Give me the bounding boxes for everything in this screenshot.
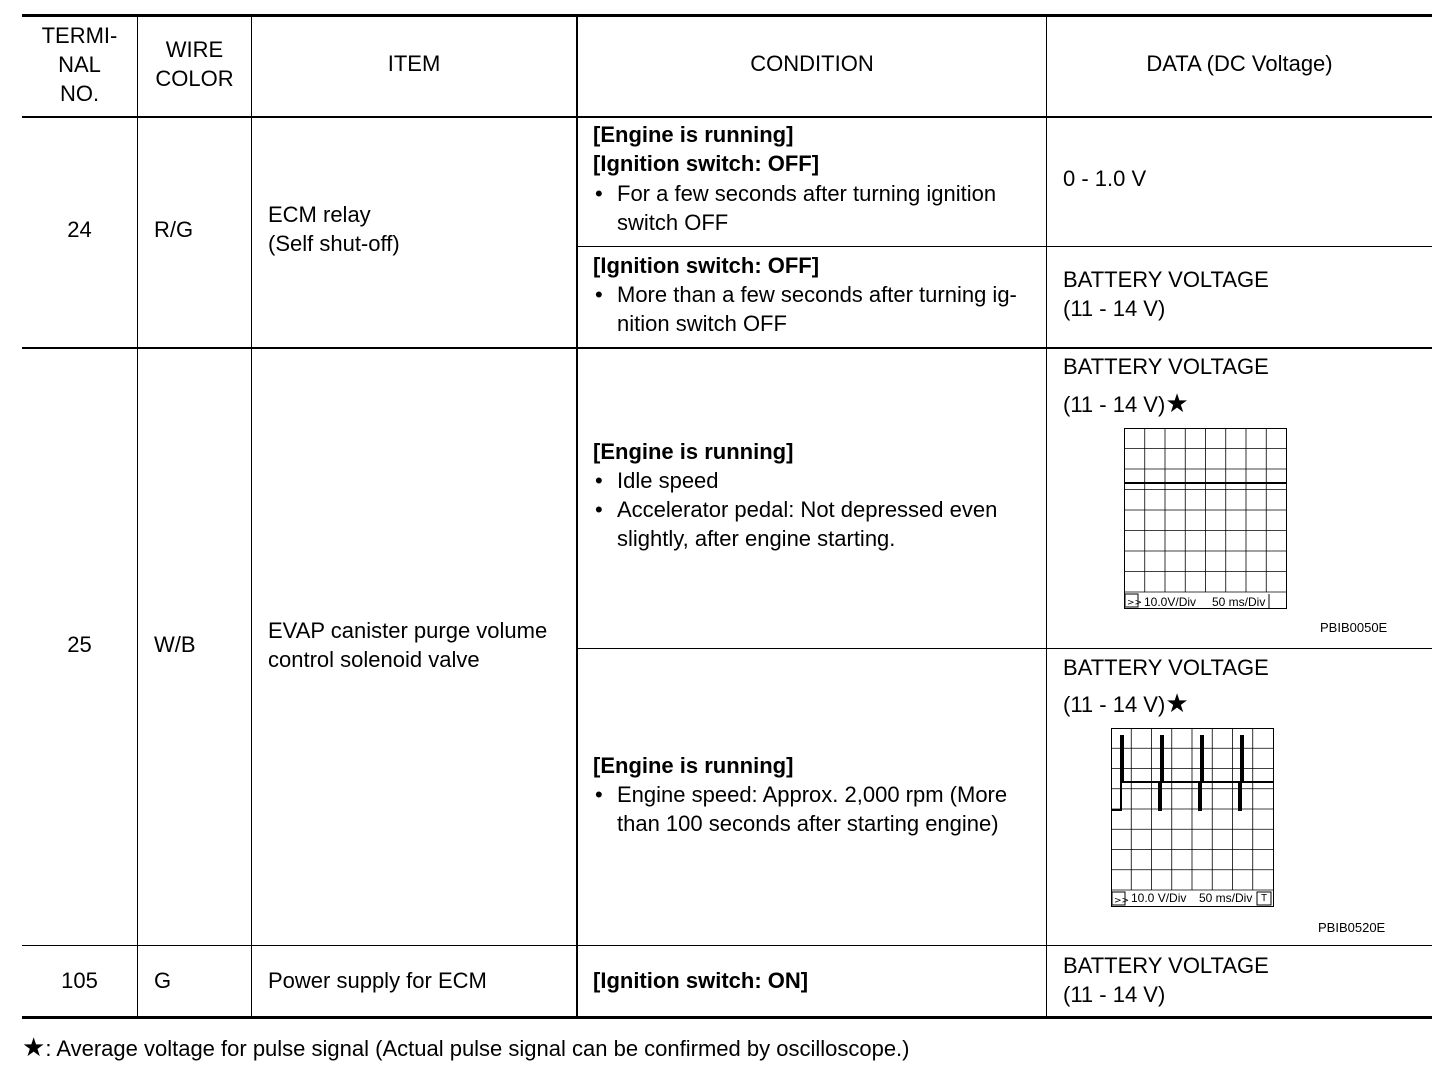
scope-scale-label: 10.0V/Div (1144, 595, 1197, 609)
condition-heading: [Engine is running] [Ignition switch: OFF] (593, 122, 820, 176)
column-divider (1046, 14, 1047, 1018)
oscilloscope-waveform-pulse (1111, 728, 1275, 908)
condition-heading: [Engine is running] (593, 439, 794, 464)
row-divider (22, 347, 1432, 349)
star-icon: ★ (1165, 688, 1189, 718)
data-value: BATTERY VOLTAGE (1063, 354, 1269, 379)
bullet-dot: • (595, 497, 603, 522)
item-name: Power supply for ECM (268, 968, 487, 993)
wire-color: R/G (154, 217, 194, 242)
data-value: (11 - 14 V)★ (1063, 388, 1189, 418)
data-value: 0 - 1.0 V (1063, 166, 1147, 191)
bullet-dot: • (595, 282, 603, 307)
column-divider (137, 14, 138, 1018)
header-bottom-border (22, 116, 1432, 118)
row-divider (22, 945, 1432, 946)
condition-heading: [Engine is running] (593, 753, 794, 778)
condition-heading: [Ignition switch: ON] (593, 968, 809, 993)
header-wire-color: WIRE COLOR (155, 37, 234, 91)
header-terminal-no: TERMI- NAL NO. (41, 23, 118, 106)
footnote: ★: Average voltage for pulse signal (Actual pulse signal can be confirmed by oscilloscope.) (22, 1032, 910, 1062)
header-data: DATA (DC Voltage) (1146, 51, 1333, 76)
data-value: BATTERY VOLTAGE (11 - 14 V) (1063, 953, 1269, 1007)
row-divider (577, 246, 1432, 247)
condition-heading: [Ignition switch: OFF] (593, 253, 820, 278)
scope-trigger-label: T (1261, 893, 1268, 904)
condition-bullet: Idle speed (617, 468, 719, 493)
terminal-number: 24 (67, 217, 92, 242)
header-condition: CONDITION (750, 51, 874, 76)
bullet-dot: • (595, 181, 603, 206)
scope-time-label: 50 ms/Div (1212, 595, 1266, 609)
svg-text:>>: >> (1114, 896, 1130, 906)
row-divider (577, 648, 1432, 649)
terminal-number: 105 (61, 968, 98, 993)
data-value: (11 - 14 V)★ (1063, 688, 1189, 718)
item-name: ECM relay (Self shut-off) (268, 202, 400, 256)
terminal-number: 25 (67, 632, 92, 657)
condition-bullet: Accelerator pedal: Not depressed even slightly, after engine starting. (617, 497, 998, 551)
table-top-border (22, 14, 1432, 17)
condition-bullet: Engine speed: Approx. 2,000 rpm (More than 100 seconds after starting engine) (617, 782, 1008, 836)
data-value: BATTERY VOLTAGE (1063, 655, 1269, 680)
star-icon: ★ (1165, 388, 1189, 418)
scope-time-label: 50 ms/Div (1199, 891, 1253, 905)
condition-bullet: More than a few seconds after turning ig- nition switch OFF (617, 282, 1017, 336)
table-bottom-border (22, 1016, 1432, 1019)
scope-scale-label: 10.0 V/Div (1131, 891, 1187, 905)
oscilloscope-waveform-flat (1124, 428, 1288, 610)
bullet-dot: • (595, 468, 603, 493)
wire-color: G (154, 968, 172, 993)
column-divider (251, 14, 252, 1018)
condition-bullet: For a few seconds after turning ignition switch OFF (617, 181, 997, 235)
figure-code: PBIB0050E (1320, 620, 1388, 635)
item-name: EVAP canister purge volume control solenoid valve (268, 618, 548, 672)
header-item: ITEM (387, 51, 441, 76)
wire-color: W/B (154, 632, 196, 657)
figure-code: PBIB0520E (1318, 920, 1386, 935)
data-value: BATTERY VOLTAGE (11 - 14 V) (1063, 267, 1269, 321)
bullet-dot: • (595, 782, 603, 807)
column-divider (576, 14, 578, 1018)
svg-text:>>: >> (1127, 598, 1143, 608)
star-icon: ★ (22, 1032, 46, 1062)
